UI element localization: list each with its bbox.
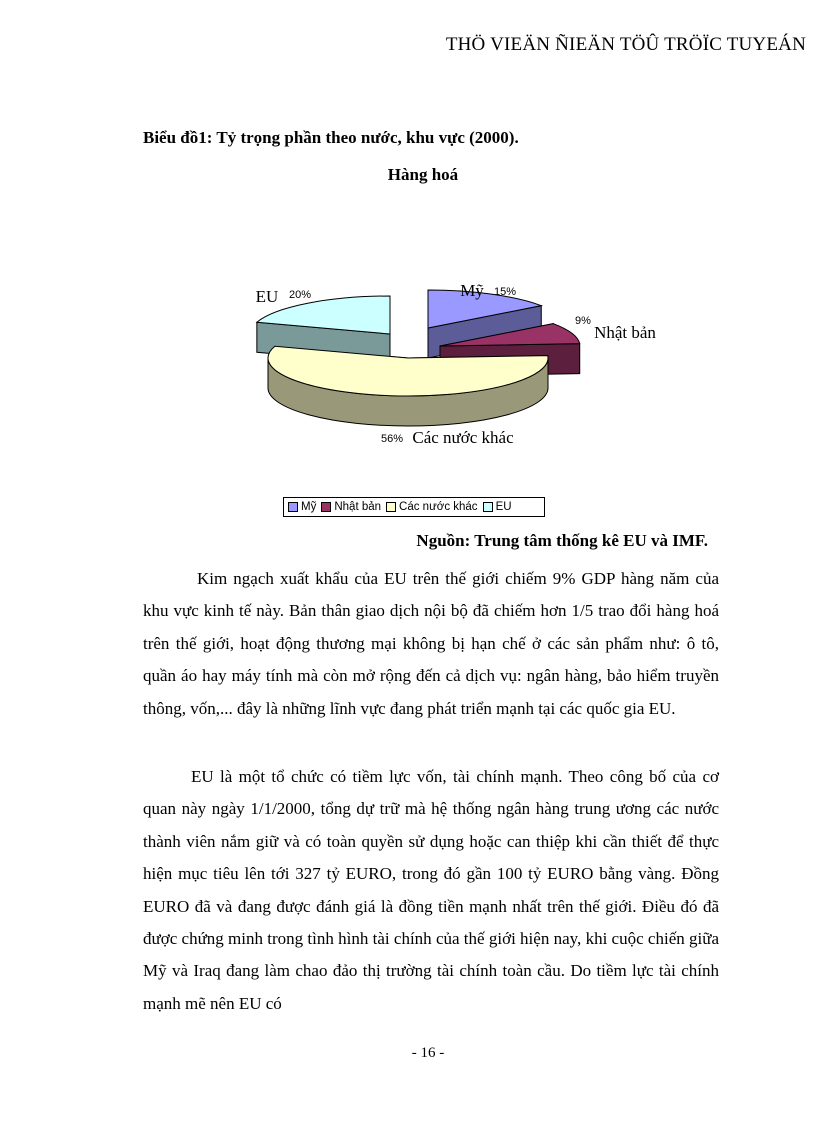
pie-category-label: Các nước khác [412,428,514,447]
pie-value-label: 15% [493,286,517,298]
legend-swatch [386,502,396,512]
page-number: - 16 - [411,1045,445,1061]
legend-label: EU [495,501,512,513]
legend-swatch [288,502,298,512]
pie-chart [0,0,816,560]
legend-label: Nhật bản [334,501,382,513]
pie-category-label: EU [255,287,279,306]
legend-label: Mỹ [301,501,317,513]
pie-value-label: 9% [575,315,591,327]
legend-label: Các nước khác [399,501,478,513]
pie-category-label: Mỹ [460,281,484,300]
pie-value-label: 20% [288,289,312,301]
chart-legend [283,497,545,517]
source-note: Nguồn: Trung tâm thống kê EU và IMF. [416,531,708,550]
legend-item [483,501,512,513]
legend-swatch [483,502,493,512]
pie-value-label: 56% [380,433,404,445]
legend-item [288,501,316,513]
legend-item [386,501,478,513]
chart-title: Hàng hoá [387,165,459,184]
page-header: THÖ VIEÄN ÑIEÄN TÖÛ TRÖÏC TUYEÁN [445,34,806,55]
figure-caption: Biểu đồ1: Tỷ trọng phần theo nước, khu vực (2000). [143,128,519,147]
paragraph: EU là một tổ chức có tiềm lực vốn, tài chính mạnh. Theo công bố của cơ quan này ngày 1/1/2000, tổng dự trữ mà hệ thống ngân hàng trung ương các nước thành viên nắm giữ và có toàn quyền sử dụng hoặc can thiệp khi cần thiết để thực hiện mục tiêu lên tới 327 tỷ EURO, trong đó gần 100 tỷ EURO bằng vàng. Đồng EURO đã và đang được đánh giá là đồng tiền mạnh nhất trên thế giới. Điều đó đã được chứng minh trong tình hình tài chính của thế giới hiện nay, khi cuộc chiến giữa Mỹ và Iraq đang làm chao đảo thị trường tài chính toàn cầu. Do tiềm lực tài chính mạnh mẽ nên EU có [143,767,719,1013]
paragraph: Kim ngạch xuất khẩu của EU trên thế giới chiếm 9% GDP hàng năm của khu vực kinh tế này. Bản thân giao dịch nội bộ đã chiếm hơn 1/5 trao đổi hàng hoá trên thế giới, hoạt động thương mại không bị hạn chế ở các sản phẩm như: ô tô, quần áo hay máy tính mà còn mở rộng đến cả dịch vụ: ngân hàng, bảo hiểm truyền thông, vốn,... đây là những lĩnh vực đang phát triển mạnh tại các quốc gia EU. [143,569,719,718]
pie-category-label: Nhật bản [594,323,656,342]
legend-swatch [321,502,331,512]
legend-item [321,501,381,513]
